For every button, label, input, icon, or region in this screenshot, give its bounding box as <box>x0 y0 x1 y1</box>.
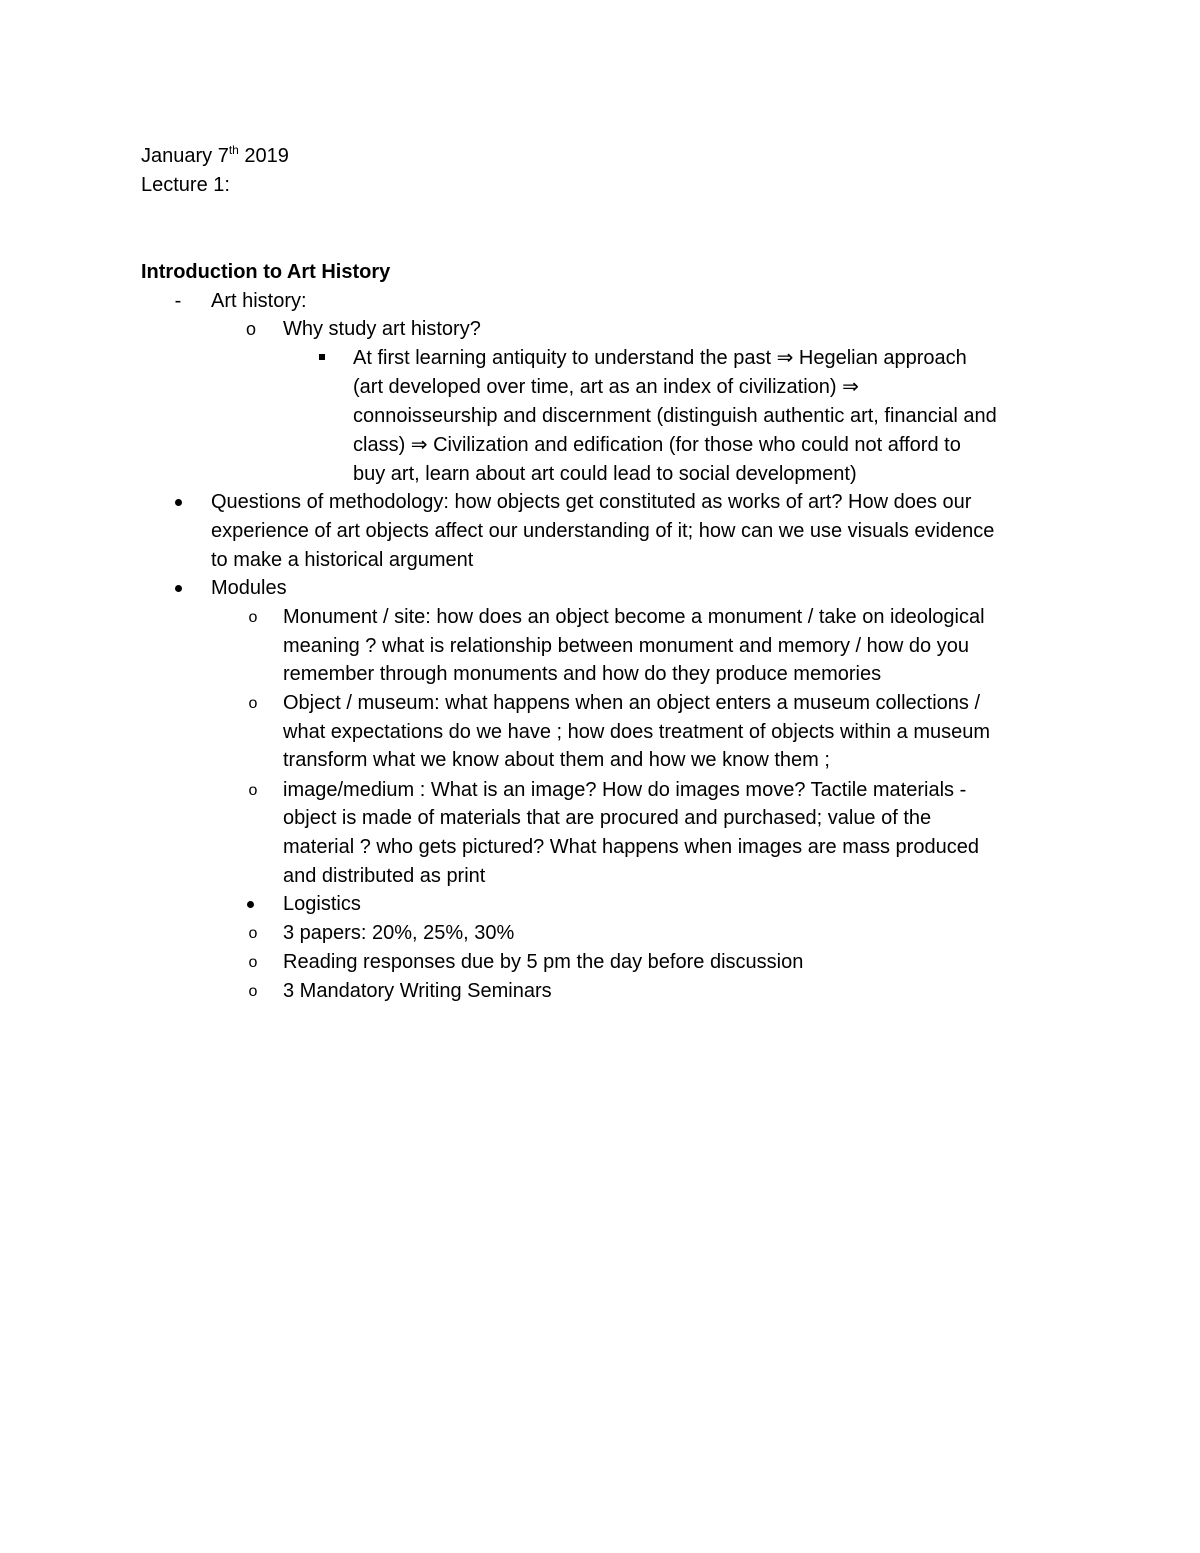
list-item-text: At first learning antiquity to understand the past ⇒ Hegelian approach <box>353 347 967 369</box>
date-text: January 7 <box>141 145 229 167</box>
circle-bullet: o <box>248 925 258 942</box>
list-item-text: Monument / site: how does an object become a monument / take on ideological <box>283 606 985 628</box>
dot-bullet <box>247 901 254 908</box>
list-item-text: Reading responses due by 5 pm the day before discussion <box>283 951 804 973</box>
dot-bullet <box>175 585 182 592</box>
circle-bullet: o <box>248 695 258 712</box>
list-item-text: transform what we know about them and how we know them ; <box>283 749 830 771</box>
list-item-text: to make a historical argument <box>211 549 474 571</box>
list-item-text: what expectations do we have ; how does treatment of objects within a museum <box>283 721 991 743</box>
list-item-text: material ? who gets pictured? What happens when images are mass produced <box>283 836 979 858</box>
circle-bullet: o <box>248 782 258 799</box>
list-item-text: object is made of materials that are procured and purchased; value of the <box>283 807 932 829</box>
section-title: Introduction to Art History <box>141 261 391 283</box>
list-item-text: experience of art objects affect our understanding of it; how can we use visuals evidence <box>211 520 995 542</box>
circle-bullet: o <box>245 319 256 339</box>
list-item-text: Why study art history? <box>283 318 481 340</box>
dash-bullet: - <box>174 290 182 312</box>
list-item-text: 3 papers: 20%, 25%, 30% <box>283 922 515 944</box>
list-item-text: (art developed over time, art as an index of civilization) ⇒ <box>353 376 859 398</box>
list-item-text: remember through monuments and how do they produce memories <box>283 663 882 685</box>
list-item-text: Modules <box>211 577 287 599</box>
circle-bullet: o <box>248 609 258 626</box>
list-item-text: 3 Mandatory Writing Seminars <box>283 980 552 1002</box>
circle-bullet: o <box>248 983 258 1000</box>
list-item-text: Questions of methodology: how objects get constituted as works of art? How does our <box>211 491 972 513</box>
lecture-date <box>141 142 289 171</box>
date-year: 2019 <box>238 145 289 167</box>
list-item-text: image/medium : What is an image? How do images move? Tactile materials - <box>283 779 967 801</box>
list-item-text: Object / museum: what happens when an object enters a museum collections / <box>283 692 981 714</box>
list-item-text: buy art, learn about art could lead to social development) <box>353 463 857 485</box>
circle-bullet: o <box>248 954 258 971</box>
list-item-text: class) ⇒ Civilization and edification (for those who could not afford to <box>353 434 961 456</box>
list-item-text: and distributed as print <box>283 865 486 887</box>
list-item-text: meaning ? what is relationship between monument and memory / how do you <box>283 635 969 657</box>
dot-bullet <box>175 499 182 506</box>
square-bullet <box>319 354 325 360</box>
list-item-text: Art history: <box>211 290 307 312</box>
list-item-text: connoisseurship and discernment (distinguish authentic art, financial and <box>353 405 997 427</box>
lecture-label: Lecture 1: <box>141 174 230 196</box>
list-item-text: Logistics <box>283 893 361 915</box>
date-superscript: th <box>228 143 239 157</box>
